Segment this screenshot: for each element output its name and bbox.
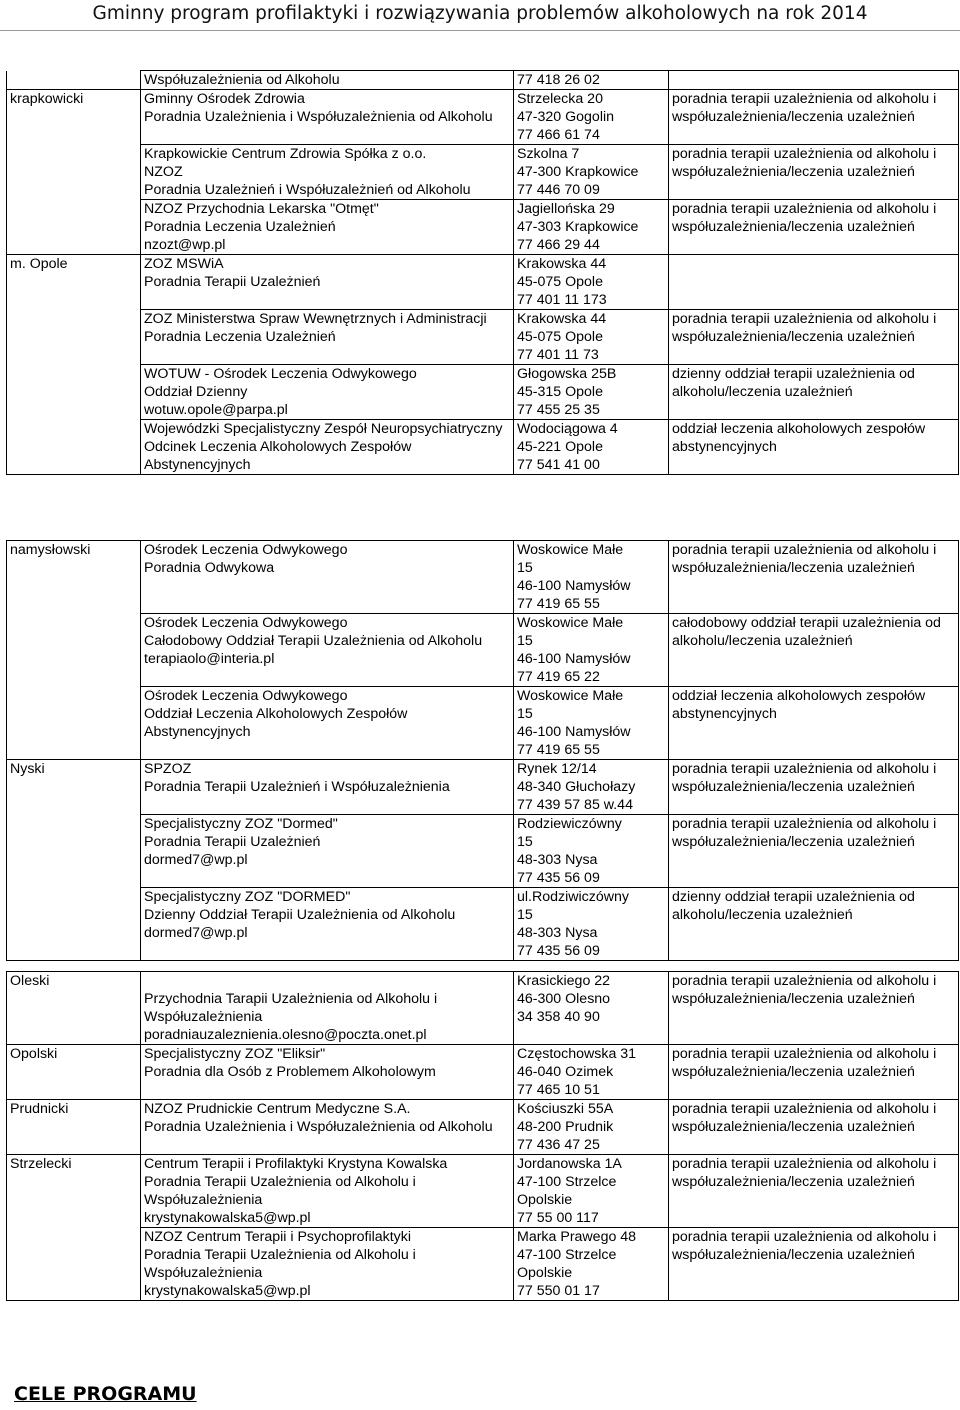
address-cell: Marka Prawego 48 47-100 Strzelce Opolskie 77 550 01 17 (514, 1228, 669, 1301)
county-cell (7, 815, 141, 888)
county-cell: Opolski (7, 1045, 141, 1100)
table-row (7, 90, 959, 145)
service-type-cell: poradnia terapii uzależnienia od alkoholu i współuzależnienia/leczenia uzależnień (669, 815, 959, 888)
address-cell: Woskowice Małe 15 46-100 Namysłów 77 419 65 22 (514, 614, 669, 687)
address-cell: Strzelecka 20 47-320 Gogolin 77 466 61 74 (514, 90, 669, 145)
service-type-cell: poradnia terapii uzależnienia od alkoholu i współuzależnienia/leczenia uzależnień (669, 90, 959, 145)
facility-cell: SPZOZ Poradnia Terapii Uzależnień i Współuzależnienia (141, 760, 514, 815)
service-type-cell: całodobowy oddział terapii uzależnienia od alkoholu/leczenia uzależnień (669, 614, 959, 687)
county-cell (7, 365, 141, 420)
facility-cell: Specjalistyczny ZOZ "DORMED" Dzienny Oddział Terapii Uzależnienia od Alkoholu dormed7@wp.pl (141, 888, 514, 961)
facility-cell: Specjalistyczny ZOZ "Eliksir" Poradnia dla Osób z Problemem Alkoholowym (141, 1045, 514, 1100)
table-row (7, 687, 959, 760)
county-cell: Strzelecki (7, 1155, 141, 1228)
county-cell (7, 145, 141, 200)
facility-table-opole-krapkowice (6, 70, 959, 475)
county-cell: namysłowski (7, 541, 141, 614)
facility-cell: NZOZ Przychodnia Lekarska "Otmęt" Poradnia Leczenia Uzależnień nzozt@wp.pl (141, 200, 514, 255)
facility-cell: Krapkowickie Centrum Zdrowia Spółka z o.o. NZOZ Poradnia Uzależnień i Współuzależnień od Alkoholu (141, 145, 514, 200)
address-cell: Woskowice Małe 15 46-100 Namysłów 77 419 65 55 (514, 687, 669, 760)
service-type-cell: oddział leczenia alkoholowych zespołów abstynencyjnych (669, 687, 959, 760)
facility-cell: Współuzależnienia od Alkoholu (141, 71, 514, 90)
county-cell (7, 310, 141, 365)
service-type-cell (669, 255, 959, 310)
address-cell: Woskowice Małe 15 46-100 Namysłów 77 419 65 55 (514, 541, 669, 614)
address-cell: Wodociągowa 4 45-221 Opole 77 541 41 00 (514, 420, 669, 475)
table-row (7, 365, 959, 420)
address-cell: Rodziewiczówny 15 48-303 Nysa 77 435 56 09 (514, 815, 669, 888)
service-type-cell: poradnia terapii uzależnienia od alkoholu i współuzależnienia/leczenia uzależnień (669, 1155, 959, 1228)
facility-cell: NZOZ Centrum Terapii i Psychoprofilaktyki Poradnia Terapii Uzależnienia od Alkoholu i Współuzależnienia krystynakowalska5@wp.pl (141, 1228, 514, 1301)
county-cell: Nyski (7, 760, 141, 815)
service-type-cell: poradnia terapii uzależnienia od alkoholu i współuzależnienia/leczenia uzależnień (669, 1100, 959, 1155)
address-cell: Krakowska 44 45-075 Opole 77 401 11 173 (514, 255, 669, 310)
header-divider (0, 30, 960, 31)
service-type-cell: poradnia terapii uzależnienia od alkoholu i współuzależnienia/leczenia uzależnień (669, 541, 959, 614)
address-cell: Jordanowska 1A 47-100 Strzelce Opolskie 77 55 00 117 (514, 1155, 669, 1228)
table-row (7, 145, 959, 200)
county-cell: krapkowicki (7, 90, 141, 145)
table-row (7, 1045, 959, 1100)
service-type-cell: poradnia terapii uzależnienia od alkoholu i współuzależnienia/leczenia uzależnień (669, 145, 959, 200)
section-heading-program-goals: CELE PROGRAMU (14, 1383, 197, 1405)
table-row (7, 614, 959, 687)
service-type-cell: oddział leczenia alkoholowych zespołów abstynencyjnych (669, 420, 959, 475)
service-type-cell: poradnia terapii uzależnienia od alkoholu i współuzależnienia/leczenia uzależnień (669, 972, 959, 1045)
county-cell (7, 420, 141, 475)
table-row (7, 420, 959, 475)
facility-cell: Przychodnia Tarapii Uzależnienia od Alkoholu i Współuzależnienia poradniauzaleznienia.olesno@poczta.onet.pl (141, 972, 514, 1045)
address-cell: ul.Rodziwiczówny 15 48-303 Nysa 77 435 56 09 (514, 888, 669, 961)
service-type-cell: poradnia terapii uzależnienia od alkoholu i współuzależnienia/leczenia uzależnień (669, 760, 959, 815)
table-row (7, 1155, 959, 1228)
address-cell: 77 418 26 02 (514, 71, 669, 90)
facility-cell: NZOZ Prudnickie Centrum Medyczne S.A. Poradnia Uzależnienia i Współuzależnienia od Alkoholu (141, 1100, 514, 1155)
page-header (0, 0, 960, 30)
address-cell: Częstochowska 31 46-040 Ozimek 77 465 10 51 (514, 1045, 669, 1100)
service-type-cell: dzienny oddział terapii uzależnienia od alkoholu/leczenia uzależnień (669, 365, 959, 420)
address-cell: Krakowska 44 45-075 Opole 77 401 11 73 (514, 310, 669, 365)
facility-cell: ZOZ Ministerstwa Spraw Wewnętrznych i Administracji Poradnia Leczenia Uzależnień (141, 310, 514, 365)
county-cell: m. Opole (7, 255, 141, 310)
facility-table-namyslow-nysa (6, 540, 959, 961)
county-cell (7, 888, 141, 961)
facility-cell: Ośrodek Leczenia Odwykowego Poradnia Odwykowa (141, 541, 514, 614)
county-cell (7, 71, 141, 90)
county-cell: Oleski (7, 972, 141, 1045)
county-cell (7, 200, 141, 255)
table-row (7, 815, 959, 888)
facility-table-other-counties (6, 971, 959, 1301)
service-type-cell (669, 71, 959, 90)
table-row (7, 255, 959, 310)
facility-cell: Ośrodek Leczenia Odwykowego Oddział Leczenia Alkoholowych Zespołów Abstynencyjnych (141, 687, 514, 760)
address-cell: Jagiellońska 29 47-303 Krapkowice 77 466 29 44 (514, 200, 669, 255)
facility-cell: ZOZ MSWiA Poradnia Terapii Uzależnień (141, 255, 514, 310)
header-title: Gminny program profilaktyki i rozwiązywania problemów alkoholowych na rok 2014 (92, 3, 868, 24)
county-cell: Prudnicki (7, 1100, 141, 1155)
county-cell (7, 1228, 141, 1301)
county-cell (7, 614, 141, 687)
table-row (7, 200, 959, 255)
address-cell: Szkolna 7 47-300 Krapkowice 77 446 70 09 (514, 145, 669, 200)
table-row (7, 888, 959, 961)
facility-cell: Gminny Ośrodek Zdrowia Poradnia Uzależnienia i Współuzależnienia od Alkoholu (141, 90, 514, 145)
facility-cell: Ośrodek Leczenia Odwykowego Całodobowy Oddział Terapii Uzależnienia od Alkoholu terapiaolo@interia.pl (141, 614, 514, 687)
table-row (7, 1228, 959, 1301)
service-type-cell: poradnia terapii uzależnienia od alkoholu i współuzależnienia/leczenia uzależnień (669, 200, 959, 255)
table-row (7, 760, 959, 815)
county-cell (7, 687, 141, 760)
address-cell: Kościuszki 55A 48-200 Prudnik 77 436 47 25 (514, 1100, 669, 1155)
table-row (7, 310, 959, 365)
address-cell: Rynek 12/14 48-340 Głuchołazy 77 439 57 85 w.44 (514, 760, 669, 815)
table-row (7, 972, 959, 1045)
service-type-cell: dzienny oddział terapii uzależnienia od alkoholu/leczenia uzależnień (669, 888, 959, 961)
facility-cell: Wojewódzki Specjalistyczny Zespół Neuropsychiatryczny Odcinek Leczenia Alkoholowych Zespołów Abstynencyjnych (141, 420, 514, 475)
facility-cell: WOTUW - Ośrodek Leczenia Odwykowego Oddział Dzienny wotuw.opole@parpa.pl (141, 365, 514, 420)
table-row (7, 541, 959, 614)
address-cell: Głogowska 25B 45-315 Opole 77 455 25 35 (514, 365, 669, 420)
service-type-cell: poradnia terapii uzależnienia od alkoholu i współuzależnienia/leczenia uzależnień (669, 1228, 959, 1301)
facility-cell: Centrum Terapii i Profilaktyki Krystyna Kowalska Poradnia Terapii Uzależnienia od Alkoholu i Współuzależnienia krystynakowalska5@wp.pl (141, 1155, 514, 1228)
service-type-cell: poradnia terapii uzależnienia od alkoholu i współuzależnienia/leczenia uzależnień (669, 310, 959, 365)
service-type-cell: poradnia terapii uzależnienia od alkoholu i współuzależnienia/leczenia uzależnień (669, 1045, 959, 1100)
address-cell: Krasickiego 22 46-300 Olesno 34 358 40 90 (514, 972, 669, 1045)
table-row (7, 71, 959, 90)
table-row (7, 1100, 959, 1155)
facility-cell: Specjalistyczny ZOZ "Dormed" Poradnia Terapii Uzależnień dormed7@wp.pl (141, 815, 514, 888)
